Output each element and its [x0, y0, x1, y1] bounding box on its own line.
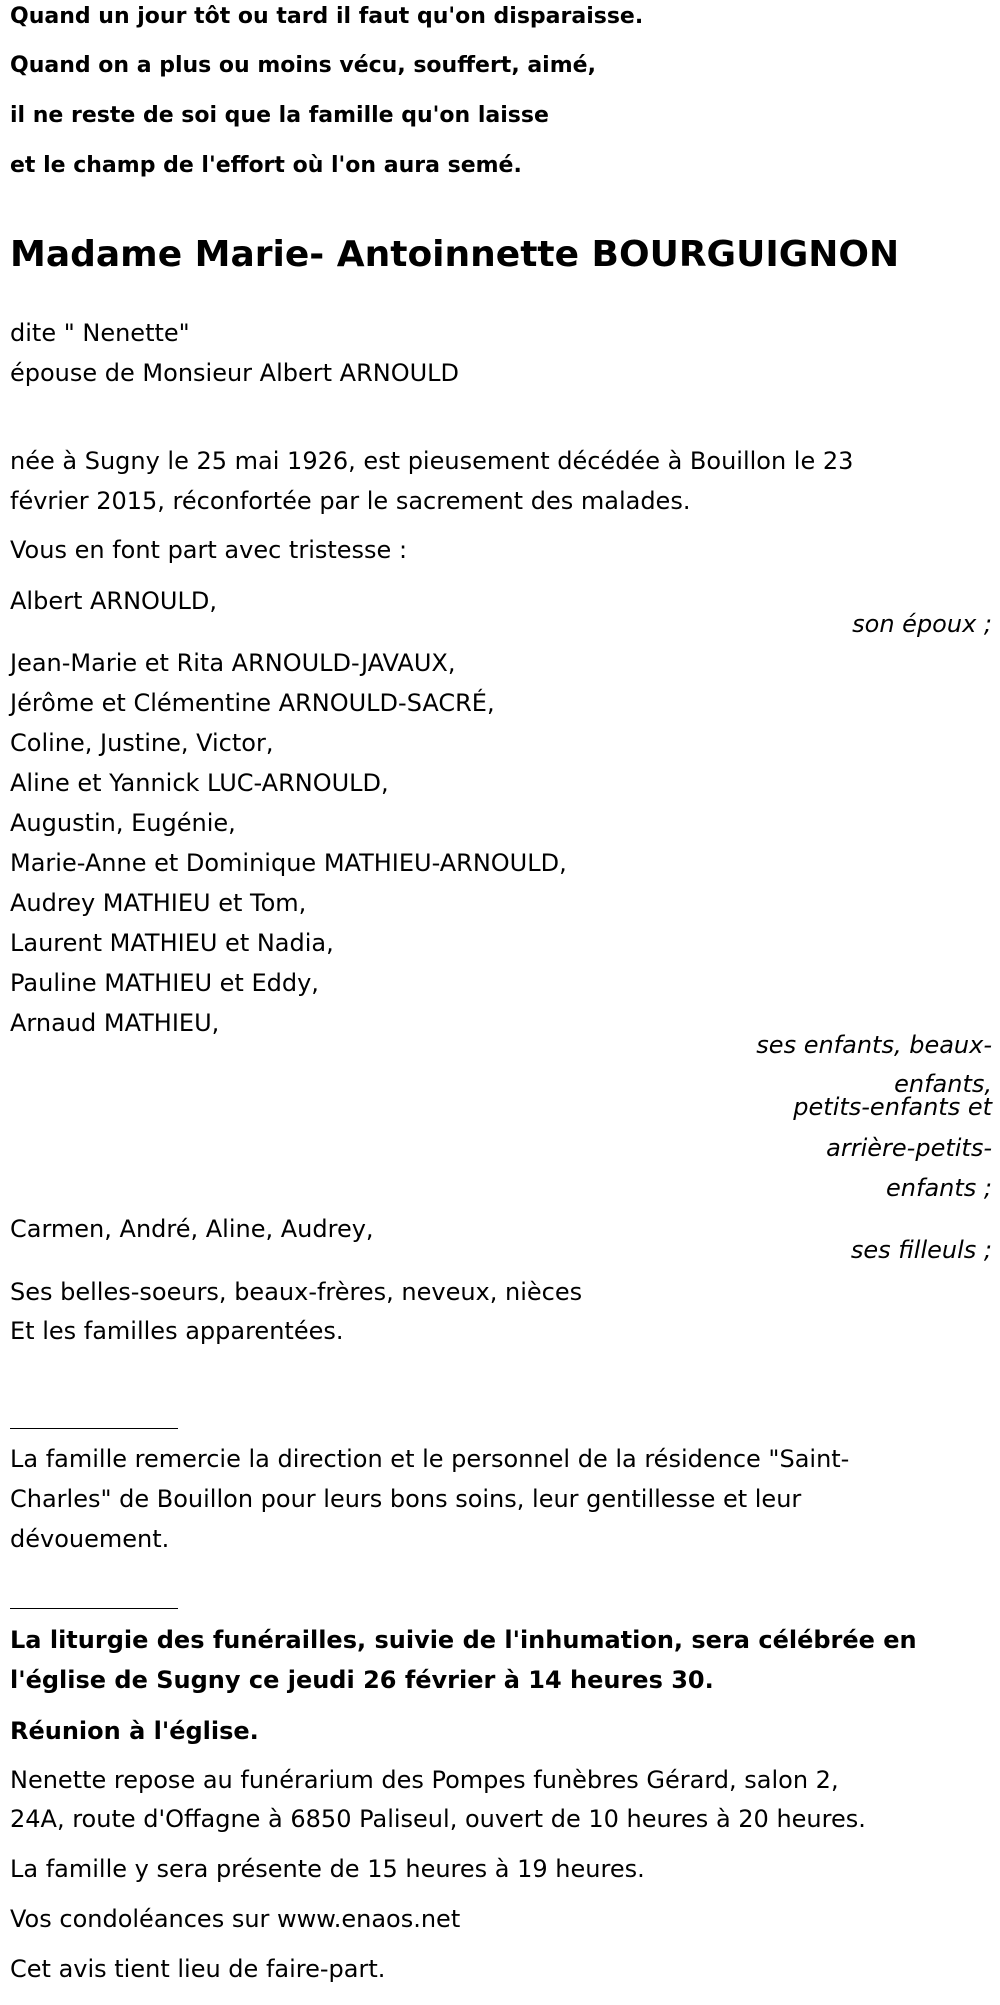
list-item: Laurent MATHIEU et Nadia,	[10, 929, 334, 957]
announcement-intro: Vous en font part avec tristesse :	[10, 536, 408, 564]
notice: Cet avis tient lieu de faire-part.	[10, 1955, 386, 1983]
announcement-line: née à Sugny le 25 mai 1926, est pieusement décédée à Bouillon le 23	[10, 447, 854, 475]
relation-line: arrière-petits-	[826, 1134, 992, 1162]
list-item: Jean-Marie et Rita ARNOULD-JAVAUX,	[10, 649, 456, 677]
relation-line: petits-enfants et	[793, 1093, 992, 1121]
relation-line: ses enfants, beaux-	[756, 1031, 992, 1059]
list-item: Aline et Yannick LUC-ARNOULD,	[10, 769, 389, 797]
deceased-name-title: Madame Marie- Antoinnette BOURGUIGNON	[10, 234, 900, 275]
list-item: Coline, Justine, Victor,	[10, 729, 274, 757]
other-relatives: Et les familles apparentées.	[10, 1317, 344, 1345]
relation-line: enfants,	[894, 1070, 992, 1098]
list-item: Audrey MATHIEU et Tom,	[10, 889, 307, 917]
visitation-line: Nenette repose au funérarium des Pompes funèbres Gérard, salon 2,	[10, 1766, 839, 1794]
announcement-line: février 2015, réconfortée par le sacrement des malades.	[10, 487, 691, 515]
list-item: Pauline MATHIEU et Eddy,	[10, 969, 319, 997]
liturgy-line: l'église de Sugny ce jeudi 26 février à 14 heures 30.	[10, 1666, 714, 1694]
poem-line: Quand on a plus ou moins vécu, souffert, aimé,	[10, 53, 596, 78]
family-presence: La famille y sera présente de 15 heures à 19 heures.	[10, 1855, 645, 1883]
separator-line	[10, 1428, 178, 1429]
condolences: Vos condoléances sur www.enaos.net	[10, 1905, 461, 1933]
relation-line: enfants ;	[886, 1174, 992, 1202]
thanks-line: dévouement.	[10, 1525, 170, 1553]
list-item: Marie-Anne et Dominique MATHIEU-ARNOULD,	[10, 849, 567, 877]
separator-line	[10, 1608, 178, 1609]
godchildren-names: Carmen, André, Aline, Audrey,	[10, 1215, 374, 1243]
nickname: dite " Nenette"	[10, 319, 190, 347]
poem-line: Quand un jour tôt ou tard il faut qu'on disparaisse.	[10, 4, 644, 29]
spouse-line: épouse de Monsieur Albert ARNOULD	[10, 359, 460, 387]
list-item: Augustin, Eugénie,	[10, 809, 236, 837]
other-relatives: Ses belles-soeurs, beaux-frères, neveux, nièces	[10, 1278, 583, 1306]
spouse-name: Albert ARNOULD,	[10, 587, 217, 615]
list-item: Jérôme et Clémentine ARNOULD-SACRÉ,	[10, 689, 495, 717]
thanks-line: Charles" de Bouillon pour leurs bons soins, leur gentillesse et leur	[10, 1485, 802, 1513]
list-item: Arnaud MATHIEU,	[10, 1009, 220, 1037]
spouse-relation: son époux ;	[852, 610, 992, 638]
poem-line: et le champ de l'effort où l'on aura semé.	[10, 153, 522, 178]
godchildren-relation: ses filleuls ;	[850, 1236, 992, 1264]
thanks-line: La famille remercie la direction et le personnel de la résidence "Saint-	[10, 1445, 850, 1473]
liturgy-line: La liturgie des funérailles, suivie de l'inhumation, sera célébrée en	[10, 1626, 917, 1654]
visitation-line: 24A, route d'Offagne à 6850 Paliseul, ouvert de 10 heures à 20 heures.	[10, 1805, 866, 1833]
poem-line: il ne reste de soi que la famille qu'on laisse	[10, 103, 549, 128]
meeting-info: Réunion à l'église.	[10, 1717, 259, 1745]
